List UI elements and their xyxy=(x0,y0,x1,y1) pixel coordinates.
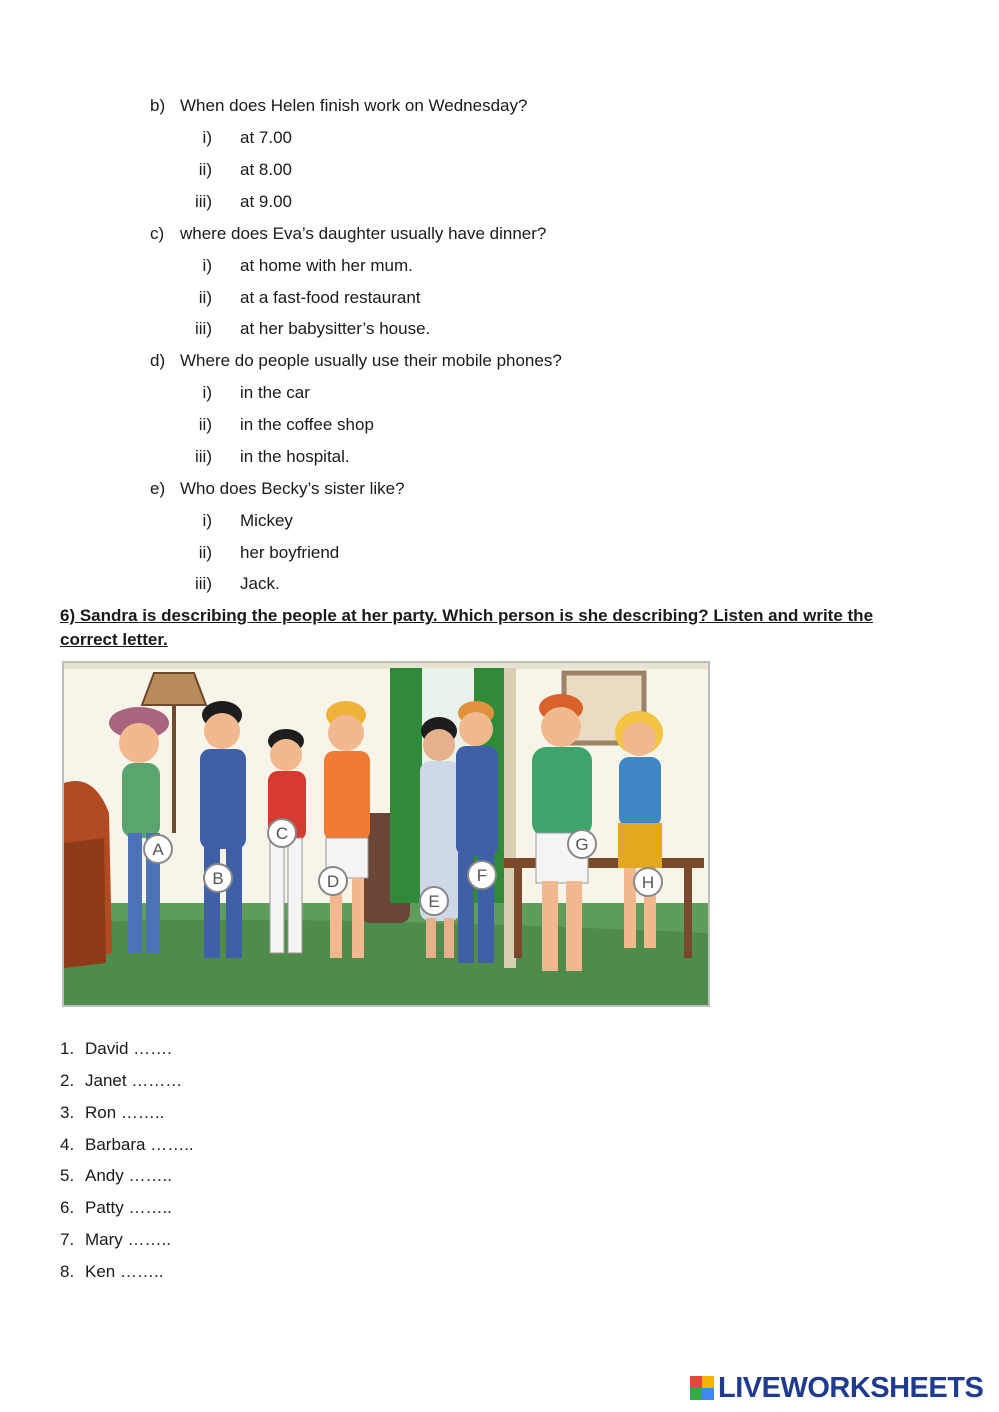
answer-option[interactable]: ii) at a fast-food restaurant xyxy=(198,288,421,307)
letter-badge-f xyxy=(468,861,496,889)
svg-text:F: F xyxy=(476,866,488,885)
svg-text:A: A xyxy=(152,840,164,859)
answer-option[interactable]: iii) at 9.00 xyxy=(195,192,292,211)
letter-badge-h xyxy=(634,868,662,896)
letter-badge-g xyxy=(568,830,596,858)
letter-badge-c xyxy=(268,819,296,847)
answer-line-3[interactable]: 3. Ron …….. xyxy=(60,1103,165,1122)
letter-badge-d xyxy=(319,867,347,895)
svg-text:B: B xyxy=(212,869,224,888)
party-illustration xyxy=(62,661,710,1007)
answer-line-7[interactable]: 7. Mary …….. xyxy=(60,1230,171,1249)
question-text: c) where does Eva’s daughter usually have dinner? xyxy=(150,224,547,243)
answer-option[interactable]: iii) in the hospital. xyxy=(195,447,350,466)
svg-text:E: E xyxy=(428,892,440,911)
question-text: d) Where do people usually use their mobile phones? xyxy=(150,351,562,370)
answer-option[interactable]: i) at home with her mum. xyxy=(202,256,413,275)
party-scene xyxy=(64,663,708,1005)
answer-line-8[interactable]: 8. Ken …….. xyxy=(60,1262,164,1281)
svg-text:G: G xyxy=(575,835,589,854)
answer-option[interactable]: iii) at her babysitter’s house. xyxy=(195,319,431,338)
answer-line-2[interactable]: 2. Janet ……… xyxy=(60,1071,183,1090)
question-text: b) When does Helen finish work on Wednesday? xyxy=(150,96,528,115)
letter-badge-a xyxy=(144,835,172,863)
letter-badge-e xyxy=(420,887,448,915)
answer-option[interactable]: ii) her boyfriend xyxy=(198,543,340,562)
letter-badge-b xyxy=(204,864,232,892)
answer-option[interactable]: i) in the car xyxy=(202,383,310,402)
answer-line-6[interactable]: 6. Patty …….. xyxy=(60,1198,172,1217)
answer-line-5[interactable]: 5. Andy …….. xyxy=(60,1166,172,1185)
answer-line-4[interactable]: 4. Barbara …….. xyxy=(60,1135,194,1154)
logo-blocks-icon xyxy=(690,1376,714,1400)
answer-option[interactable]: ii) at 8.00 xyxy=(198,160,292,179)
answer-line-1[interactable]: 1. David ……. xyxy=(60,1039,172,1058)
svg-text:H: H xyxy=(641,873,655,892)
answer-option[interactable]: ii) in the coffee shop xyxy=(198,415,374,434)
answer-option[interactable]: i) Mickey xyxy=(202,511,293,530)
logo-text: LIVEWORKSHEETS xyxy=(718,1371,984,1404)
section-heading: 6) Sandra is describing the people at her party. Which person is she describing? Listen and write the correct letter. xyxy=(60,606,874,649)
question-text: e) Who does Becky’s sister like? xyxy=(150,479,405,498)
svg-text:C: C xyxy=(275,824,289,843)
svg-text:D: D xyxy=(326,872,340,891)
answer-option[interactable]: i) at 7.00 xyxy=(202,128,292,147)
answer-option[interactable]: iii) Jack. xyxy=(195,574,280,593)
liveworksheets-logo xyxy=(690,1372,983,1404)
